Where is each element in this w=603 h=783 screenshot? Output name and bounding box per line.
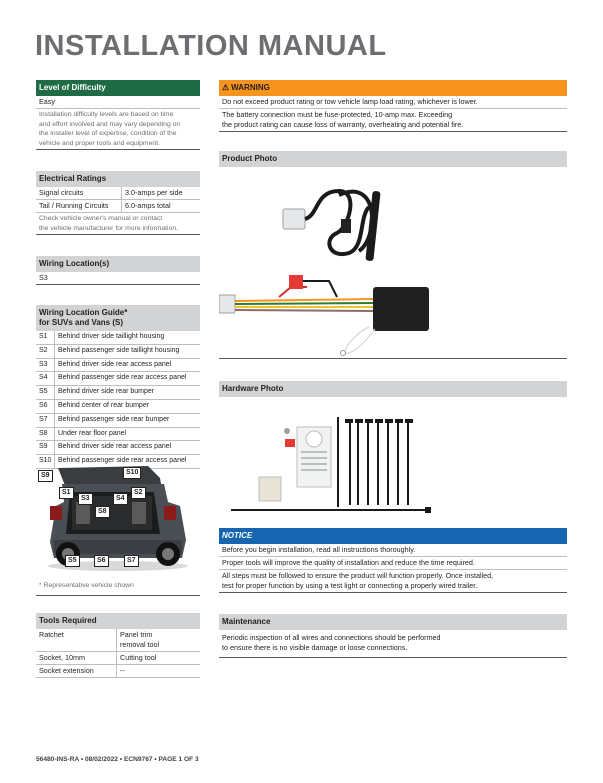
wiring-guide-section <box>36 305 200 469</box>
wiring-location-header: Wiring Location(s) <box>36 256 200 272</box>
notice-header: NOTICE <box>219 528 567 544</box>
location-badge: S9 <box>38 470 53 482</box>
table-row: Socket, 10mm Cutting tool <box>36 652 200 665</box>
warning-section <box>219 80 567 132</box>
difficulty-level: Easy <box>39 97 55 106</box>
notice-line: All steps must be followed to ensure the product will function properly. Once installed, test for proper function by using a test light or connecting a properly wired trailer. <box>219 570 567 593</box>
table-row: S1 Behind driver side taillight housing <box>36 331 200 345</box>
table-row: S2 Behind passenger side taillight housing <box>36 345 200 359</box>
tools-section <box>36 613 200 678</box>
hardware-photo <box>219 397 567 527</box>
product-photo-header: Product Photo <box>219 151 567 167</box>
location-badge: S1 <box>59 487 74 499</box>
electrical-note: Check vehicle owner's manual or contact the vehicle manufacturer for more information. <box>36 213 200 235</box>
table-row: Socket extension -- <box>36 665 200 678</box>
location-badge: S3 <box>78 493 93 505</box>
vehicle-caption-wrap <box>36 580 200 596</box>
notice-section <box>219 528 567 593</box>
table-row: S9 Behind driver side rear access panel <box>36 441 200 455</box>
product-photo-section <box>219 151 567 359</box>
notice-line: Proper tools will improve the quality of installation and reduce the time required. <box>219 557 567 570</box>
warning-header: ⚠ WARNING <box>219 80 567 96</box>
warning-line: Do not exceed product rating or tow vehicle lamp load rating, whichever is lower. <box>219 96 567 109</box>
location-badge: S7 <box>124 555 139 567</box>
vehicle-illustration <box>36 462 200 574</box>
location-badge: S2 <box>131 487 146 499</box>
table-row: S7 Behind passenger side rear bumper <box>36 414 200 428</box>
warning-line: The battery connection must be fuse-protected, 10-amp max. Exceeding the product rating can cause loss of warranty, overheating and potential fire. <box>219 109 567 132</box>
page-footer: 56480-INS-RA • 08/02/2022 • ECN9767 • PAGE 1 OF 3 <box>36 756 199 763</box>
table-row: S5 Behind driver side rear bumper <box>36 386 200 400</box>
electrical-section <box>36 171 200 235</box>
location-badge: S5 <box>65 555 80 567</box>
difficulty-header: Level of Difficulty <box>36 80 200 96</box>
location-badge: S10 <box>123 467 141 479</box>
table-row: Ratchet Panel trim removal tool <box>36 629 200 652</box>
table-row: S3 Behind driver side rear access panel <box>36 359 200 373</box>
wiring-location-section <box>36 256 200 285</box>
hardware-photo-section <box>219 381 567 527</box>
product-photo <box>219 167 567 359</box>
wiring-guide-header: Wiring Location Guide* for SUVs and Vans (S) <box>36 305 200 331</box>
table-row: S6 Behind center of rear bumper <box>36 400 200 414</box>
location-badge: S4 <box>113 493 128 505</box>
location-badge: S6 <box>94 555 109 567</box>
wiring-location-value: S3 <box>36 272 200 285</box>
maintenance-text: Periodic inspection of all wires and connections should be performed to ensure there is no visible damage or loose connections. <box>219 630 567 658</box>
wiring-harness-icon <box>219 167 567 359</box>
hardware-photo-header: Hardware Photo <box>219 381 567 397</box>
location-badge: S8 <box>95 506 110 518</box>
difficulty-note: Installation difficulty levels are based on time and effort involved and may vary depending on the installer level of expertise, condition of the vehicle and proper tools and equipment. <box>36 108 200 150</box>
tools-header: Tools Required <box>36 613 200 629</box>
maintenance-header: Maintenance <box>219 614 567 630</box>
table-row: S8 Under rear floor panel <box>36 428 200 442</box>
table-row: S4 Behind passenger side rear access panel <box>36 372 200 386</box>
page-title: INSTALLATION MANUAL <box>35 30 387 62</box>
notice-line: Before you begin installation, read all instructions thoroughly. <box>219 544 567 557</box>
electrical-header: Electrical Ratings <box>36 171 200 187</box>
electrical-row: Tail / Running Circuits 6.0-amps total <box>36 200 200 213</box>
difficulty-section <box>36 80 200 150</box>
maintenance-section <box>219 614 567 658</box>
suv-rear-icon <box>36 462 200 574</box>
vehicle-caption: * Representative vehicle shown <box>36 580 200 596</box>
hardware-kit-icon <box>219 397 567 527</box>
table-row: S10 Behind passenger side rear access panel <box>36 455 200 469</box>
electrical-row: Signal circuits 3.0-amps per side <box>36 187 200 200</box>
warning-triangle-icon: ⚠ <box>222 83 230 92</box>
